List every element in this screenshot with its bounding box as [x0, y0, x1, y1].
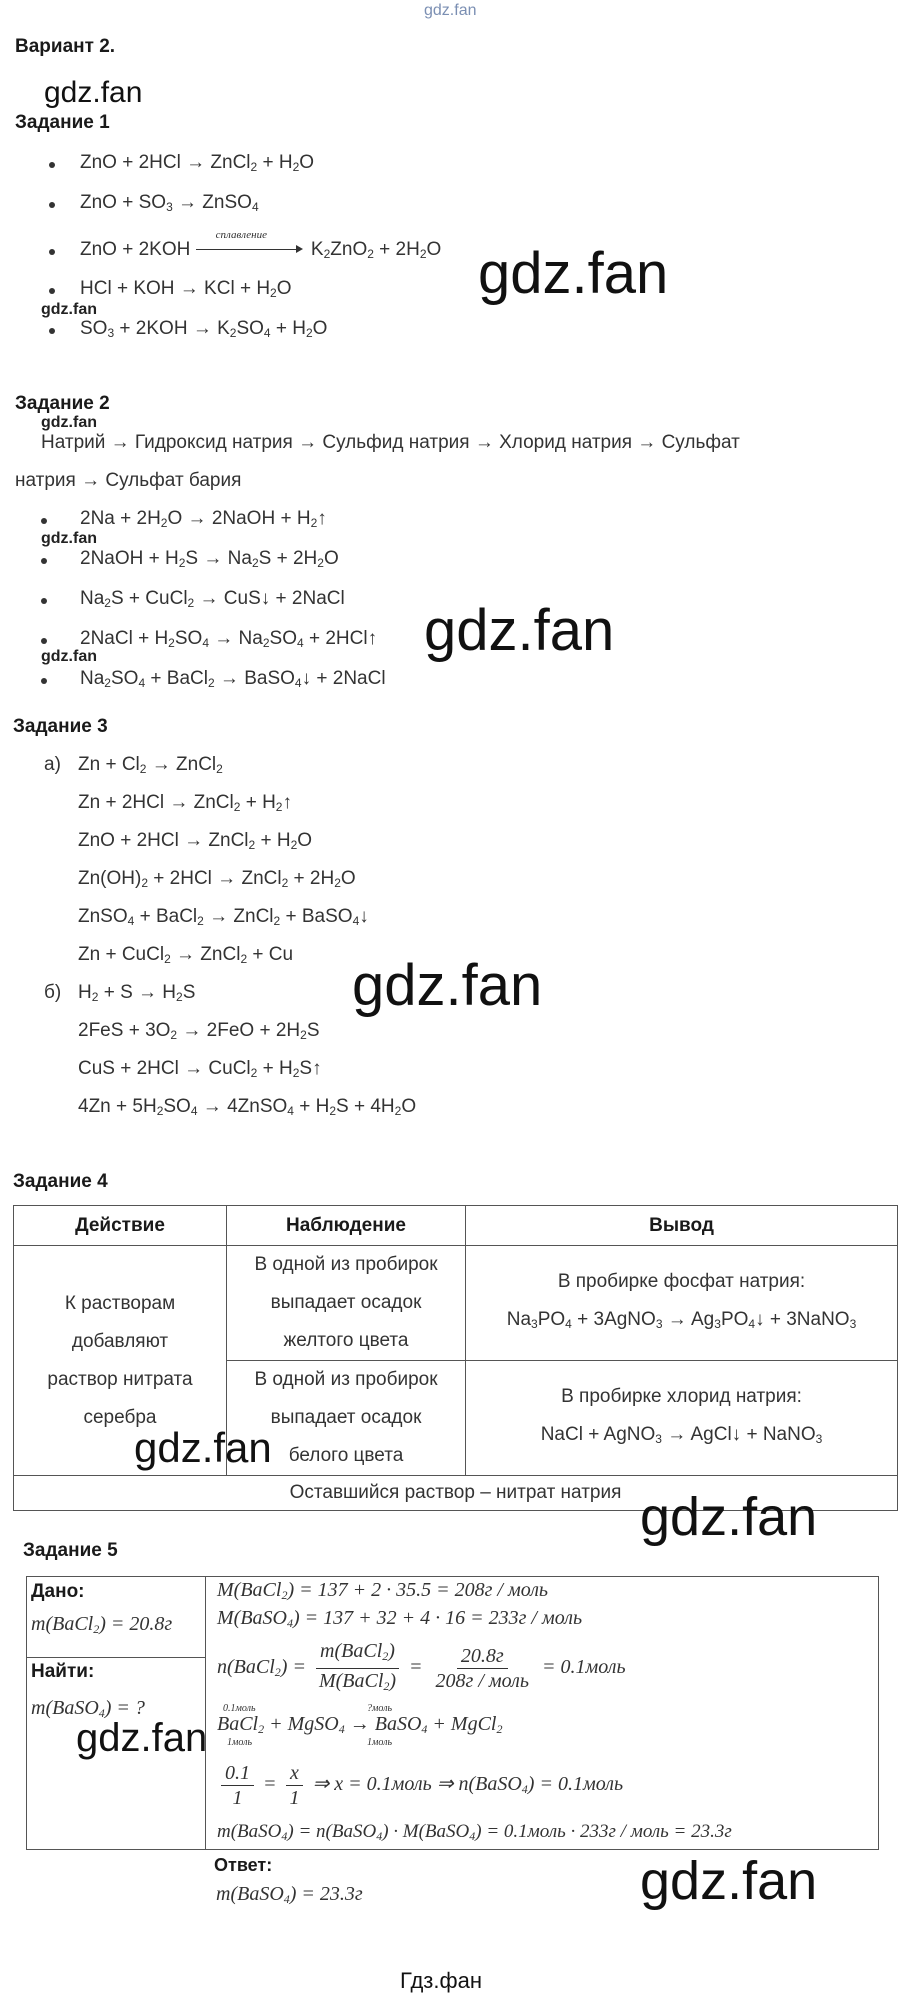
task4-action-line: раствор нитрата — [47, 1368, 193, 1390]
molar-mass-baso4: M(BaSO$_4$) = 137 + 32 + 4 · 16 = 233г / моль — [217, 1607, 583, 1630]
task2-eq3: $Na_2S$ + CuCl$_2$ → CuS↓ + 2NaCl — [80, 588, 345, 610]
fusion-arrow — [196, 249, 300, 250]
moles-calc: n(BaCl$_2$) = $\frac{m(BaCl_2)}{M(BaCl_2)}$ = $\frac{20.8г}{\text{208г / моль}}$ = 0.1моль — [217, 1640, 626, 1693]
above-bacl2: 0.1моль — [223, 1703, 256, 1714]
task3-b-eq1: $H_2 + S \to H_2S$ — [78, 982, 196, 1004]
task1-eq5: $SO_3 + 2KOH \to K_2SO_4 + H_2O$ — [80, 318, 328, 340]
task3-a-eq1: $Zn + Cl_2$ → ZnCl$_2$ — [78, 754, 223, 776]
task2-eq2: 2NaOH + $H_2S \to Na_2S + 2H_2O$ — [80, 548, 339, 570]
task3-a-eq5: ZnSO$_4$ + BaCl$_2$ → ZnCl$_2$ + BaSO$_4$↓ — [78, 906, 369, 928]
watermark-5: gdz.fan — [134, 1424, 272, 1471]
top-watermark: gdz.fan — [424, 2, 477, 19]
task4-conc2-cell — [466, 1361, 898, 1476]
watermark-small-4: gdz.fan — [41, 648, 97, 665]
answer-label: Ответ: — [214, 1855, 273, 1875]
task5-title: Задание 5 — [23, 1540, 118, 1561]
task3-b-eq3: CuS + 2HCl → CuCl$_2$ + $H_2S↑$ — [78, 1058, 322, 1080]
task2-title: Задание 2 — [15, 393, 110, 414]
below-baso4: 1моль — [367, 1737, 393, 1748]
divider — [205, 1577, 206, 1849]
bullet — [41, 598, 47, 604]
answer-value: m(BaSO$_4$) = 23.3г — [216, 1883, 363, 1906]
fusion-arrow-label: сплавление — [215, 228, 268, 241]
footer-watermark: Гдз.фан — [400, 1968, 482, 1993]
task4-conc2-text: В пробирке хлорид натрия: — [561, 1386, 802, 1407]
bullet — [49, 162, 55, 168]
task1-eq1: ZnO + 2HCl → ZnCl$_2$ + $H_2O$ — [80, 152, 315, 174]
task4-obs-line: В одной из пробирок — [254, 1369, 438, 1390]
task4-action-line: серебра — [83, 1406, 157, 1428]
task4-obs1-cell — [227, 1246, 466, 1361]
given-label: Дано: — [31, 1581, 85, 1602]
task3-a-eq4: $Zn(OH)_2 + 2HCl$ → ZnCl$_2$ + $2H_2O$ — [78, 868, 356, 890]
watermark-small-3: gdz.fan — [41, 530, 97, 547]
given-value: m(BaCl$_2$) = 20.8г — [31, 1613, 173, 1636]
final-mass-calc: m(BaSO$_4$) = n(BaSO$_4$) · M(BaSO$_4$) = 0.1моль · 233г / моль = 23.3г — [217, 1821, 732, 1843]
bullet — [41, 638, 47, 644]
task3-a-eq3: ZnO + 2HCl → ZnCl$_2$ + $H_2O$ — [78, 830, 313, 852]
task4-footer: Оставшийся раствор – нитрат натрия — [14, 1476, 898, 1511]
bullet — [49, 249, 55, 255]
task4-obs-line: желтого цвета — [283, 1330, 409, 1351]
task2-eq1: $2Na + 2H_2O$ → 2NaOH + $H_2↑$ — [80, 508, 327, 530]
task4-conc1-text: В пробирке фосфат натрия: — [557, 1271, 806, 1292]
task4-header-action: Действие — [14, 1206, 227, 1246]
watermark-6: gdz.fan — [640, 1487, 818, 1547]
task3-a-eq2: Zn + 2HCl → ZnCl$_2$ + $H_2↑$ — [78, 792, 292, 814]
watermark-4: gdz.fan — [352, 953, 543, 1018]
task5-solution-box — [26, 1576, 879, 1850]
task4-conc2-eq: NaCl + AgNO$_3$ → AgCl↓ + NaNO$_3$ — [540, 1424, 823, 1446]
task2-chain-line1: Натрий → Гидроксид натрия → Сульфид натрия → Хлорид натрия → Сульфат — [41, 432, 740, 453]
bullet — [41, 558, 47, 564]
above-baso4: ?моль — [367, 1703, 393, 1714]
find-value: m(BaSO$_4$) = ? — [31, 1697, 145, 1720]
bullet — [41, 678, 47, 684]
watermark-small-1: gdz.fan — [41, 301, 97, 318]
task4-title: Задание 4 — [13, 1171, 108, 1192]
divider — [27, 1657, 205, 1658]
task4-obs-line: выпадает осадок — [270, 1407, 422, 1428]
task4-action-line: добавляют — [71, 1330, 169, 1352]
task4-conc1-eq: $Na_3PO_4$ + 3AgNO$_3$ → $Ag_3PO_4↓$ + 3NaNO$_3$ — [506, 1309, 857, 1331]
watermark-2: gdz.fan — [478, 241, 669, 306]
task3-a-eq6: Zn + CuCl$_2$ → ZnCl$_2$ + Cu — [78, 944, 294, 966]
task4-action-line: К растворам — [64, 1292, 176, 1314]
task4-obs-line: выпадает осадок — [270, 1292, 422, 1313]
task2-eq5: $Na_2SO_4$ + BaCl$_2$ → BaSO$_4$↓ + 2NaCl — [80, 668, 386, 690]
watermark-7: gdz.fan — [76, 1716, 208, 1760]
task1-eq2: ZnO + $SO_3$ → ZnSO$_4$ — [80, 192, 259, 214]
task4-header-conclusion: Вывод — [466, 1206, 898, 1246]
task2-chain-line2: натрия → Сульфат бария — [15, 470, 242, 491]
bullet — [49, 328, 55, 334]
task4-obs-line: белого цвета — [288, 1445, 404, 1466]
task1-eq4: HCl + KOH → KCl + $H_2O$ — [80, 278, 292, 300]
reaction-equation: 0.1моль 1моль ?моль 1моль BaCl$_2$ + MgSO$_4$ → BaSO$_4$ + MgCl$_2$ — [217, 1703, 503, 1748]
proportion: $\frac{0.1}{1}$ = $\frac{x}{1}$ ⇒ x = 0.1моль ⇒ n(BaSO$_4$) = 0.1моль — [217, 1761, 623, 1810]
find-label: Найти: — [31, 1661, 95, 1682]
task2-eq4: 2NaCl + $H_2SO_4 \to Na_2SO_4$ + 2HCl↑ — [80, 628, 378, 650]
task3-title: Задание 3 — [13, 716, 108, 737]
task3-label-b: б) — [44, 982, 62, 1003]
watermark-small-2: gdz.fan — [41, 414, 97, 431]
bullet — [49, 202, 55, 208]
bullet — [41, 518, 47, 524]
below-bacl2: 1моль — [227, 1737, 253, 1748]
task1-eq3: ZnO + 2KOH сплавление $K_2ZnO_2 + 2H_2O$ — [80, 228, 442, 261]
task3-label-a: а) — [44, 754, 61, 775]
task4-header-observation: Наблюдение — [227, 1206, 466, 1246]
task3-b-eq4: $4Zn + 5H_2SO_4$ → 4ZnSO$_4$ + $H_2S + 4H_2O$ — [78, 1096, 417, 1118]
task1-title: Задание 1 — [15, 112, 110, 133]
watermark-1: gdz.fan — [44, 76, 143, 109]
task4-conc1-cell — [466, 1246, 898, 1361]
watermark-3: gdz.fan — [424, 598, 615, 663]
molar-mass-bacl2: M(BaCl$_2$) = 137 + 2 · 35.5 = 208г / моль — [217, 1579, 549, 1602]
variant-title: Вариант 2. — [15, 36, 116, 57]
task4-obs-line: В одной из пробирок — [254, 1254, 438, 1275]
watermark-8: gdz.fan — [640, 1851, 818, 1911]
task3-b-eq2: $2FeS + 3O_2 \to 2FeO + 2H_2S$ — [78, 1020, 320, 1042]
bullet — [49, 288, 55, 294]
